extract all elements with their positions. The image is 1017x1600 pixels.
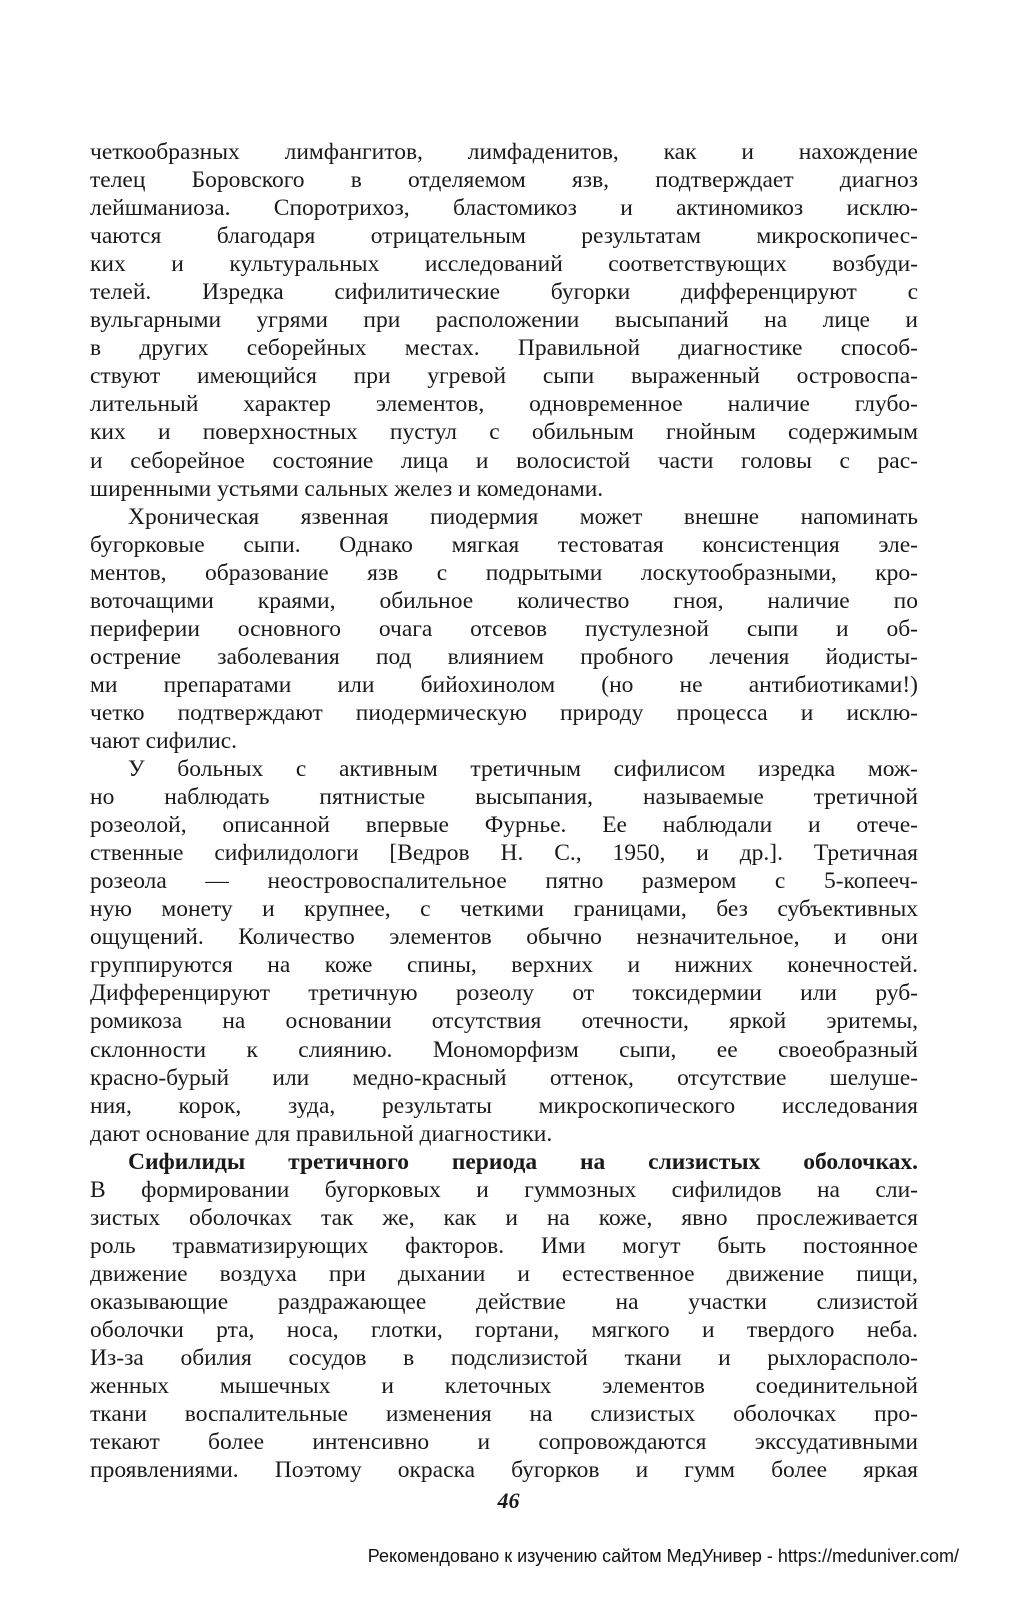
text-line: ощущений. Количество элементов обычно незначительное, и они bbox=[90, 924, 918, 951]
text-line: телей. Изредка сифилитические бугорки дифференцируют с bbox=[90, 279, 918, 306]
text-line: роль травматизирующих факторов. Ими могут быть постоянное bbox=[90, 1232, 918, 1259]
text-line: бугорковые сыпи. Однако мягкая тестоватая консистенция эле- bbox=[90, 531, 918, 558]
section-heading: Сифилиды третичного периода на слизистых оболочках. bbox=[128, 1148, 918, 1175]
text-line: розеолой, описанной впервые Фурнье. Ее наблюдали и отече- bbox=[90, 812, 918, 839]
text-line: Из-за обилия сосудов в подслизистой ткани и рыхлорасполо- bbox=[90, 1345, 918, 1372]
page-number: 46 bbox=[497, 1488, 520, 1513]
text-line: лительный характер элементов, одновременное наличие глубо- bbox=[90, 391, 918, 418]
text-line: ромикоза на основании отсутствия отечности, яркой эритемы, bbox=[90, 1008, 918, 1035]
text-line: ния, корок, зуда, результаты микроскопического исследования bbox=[90, 1092, 918, 1119]
text-line: четко подтверждают пиодермическую природу процесса и исклю- bbox=[90, 699, 918, 726]
text-line: телец Боровского в отделяемом язв, подтверждает диагноз bbox=[90, 167, 918, 194]
text-line: Хроническая язвенная пиодермия может внешне напоминать bbox=[128, 503, 918, 530]
text-line: женных мышечных и клеточных элементов соединительной bbox=[90, 1373, 918, 1400]
text-line: оболочки рта, носа, глотки, гортани, мягкого и твердого неба. bbox=[90, 1316, 918, 1343]
text-line: в других себорейных местах. Правильной диагностике способ- bbox=[90, 335, 918, 362]
page-body bbox=[90, 138, 918, 1484]
text-line: Дифференцируют третичную розеолу от токсидермии или руб- bbox=[90, 980, 918, 1007]
text-line: периферии основного очага отсевов пустулезной сыпи и об- bbox=[90, 615, 918, 642]
text-line: ширенными устьями сальных желез и комедонами. bbox=[90, 475, 604, 502]
watermark-text: Рекомендовано к изучению сайтом МедУнивер - https://meduniver.com/ bbox=[367, 1546, 959, 1566]
text-line: группируются на коже спины, верхних и нижних конечностей. bbox=[90, 952, 918, 979]
text-line: проявлениями. Поэтому окраска бугорков и гумм более яркая bbox=[90, 1457, 918, 1484]
text-line: но наблюдать пятнистые высыпания, называемые третичной bbox=[90, 784, 918, 811]
text-line: чают сифилис. bbox=[90, 727, 238, 754]
text-line: ствуют имеющийся при угревой сыпи выраженный островоспа- bbox=[90, 363, 918, 390]
text-line: красно-бурый или медно-красный оттенок, отсутствие шелуше- bbox=[90, 1064, 918, 1091]
text-line: текают более интенсивно и сопровождаются экссудативными bbox=[90, 1429, 918, 1456]
text-line: дают основание для правильной диагностики. bbox=[90, 1120, 553, 1147]
text-line: острение заболевания под влиянием пробного лечения йодисты- bbox=[90, 643, 918, 670]
text-line: оказывающие раздражающее действие на участки слизистой bbox=[90, 1288, 918, 1315]
text-line: ственные сифилидологи [Ведров Н. С., 1950, и др.]. Третичная bbox=[90, 840, 918, 867]
text-line: У больных с активным третичным сифилисом изредка мож- bbox=[128, 756, 918, 783]
text-line: ких и культуральных исследований соответствующих возбуди- bbox=[90, 251, 918, 278]
text-line: лейшманиоза. Споротрихоз, бластомикоз и актиномикоз исклю- bbox=[90, 195, 918, 222]
text-line: ную монету и крупнее, с четкими границами, без субъективных bbox=[90, 896, 918, 923]
text-line: склонности к слиянию. Мономорфизм сыпи, ее своеобразный bbox=[90, 1036, 918, 1063]
text-line: ментов, образование язв с подрытыми лоскутообразными, кро- bbox=[90, 559, 918, 586]
text-line: ми препаратами или бийохинолом (но не антибиотиками!) bbox=[90, 671, 918, 698]
text-line: и себорейное состояние лица и волосистой части головы с рас- bbox=[90, 447, 918, 474]
text-line: ткани воспалительные изменения на слизистых оболочках про- bbox=[90, 1401, 918, 1428]
text-line: чаются благодаря отрицательным результатам микроскопичес- bbox=[90, 223, 918, 250]
text-line: ких и поверхностных пустул с обильным гнойным содержимым bbox=[90, 419, 918, 446]
text-line: розеола — неостровоспалительное пятно размером с 5-копееч- bbox=[90, 868, 918, 895]
text-line: четкообразных лимфангитов, лимфаденитов, как и нахождение bbox=[90, 139, 918, 165]
text-line: воточащими краями, обильное количество гноя, наличие по bbox=[90, 587, 918, 614]
text-line: зистых оболочках так же, как и на коже, явно прослеживается bbox=[90, 1204, 918, 1231]
text-line: вульгарными угрями при расположении высыпаний на лице и bbox=[90, 307, 918, 334]
text-line: В формировании бугорковых и гуммозных сифилидов на сли- bbox=[90, 1176, 918, 1203]
text-line: движение воздуха при дыхании и естественное движение пищи, bbox=[90, 1260, 918, 1287]
